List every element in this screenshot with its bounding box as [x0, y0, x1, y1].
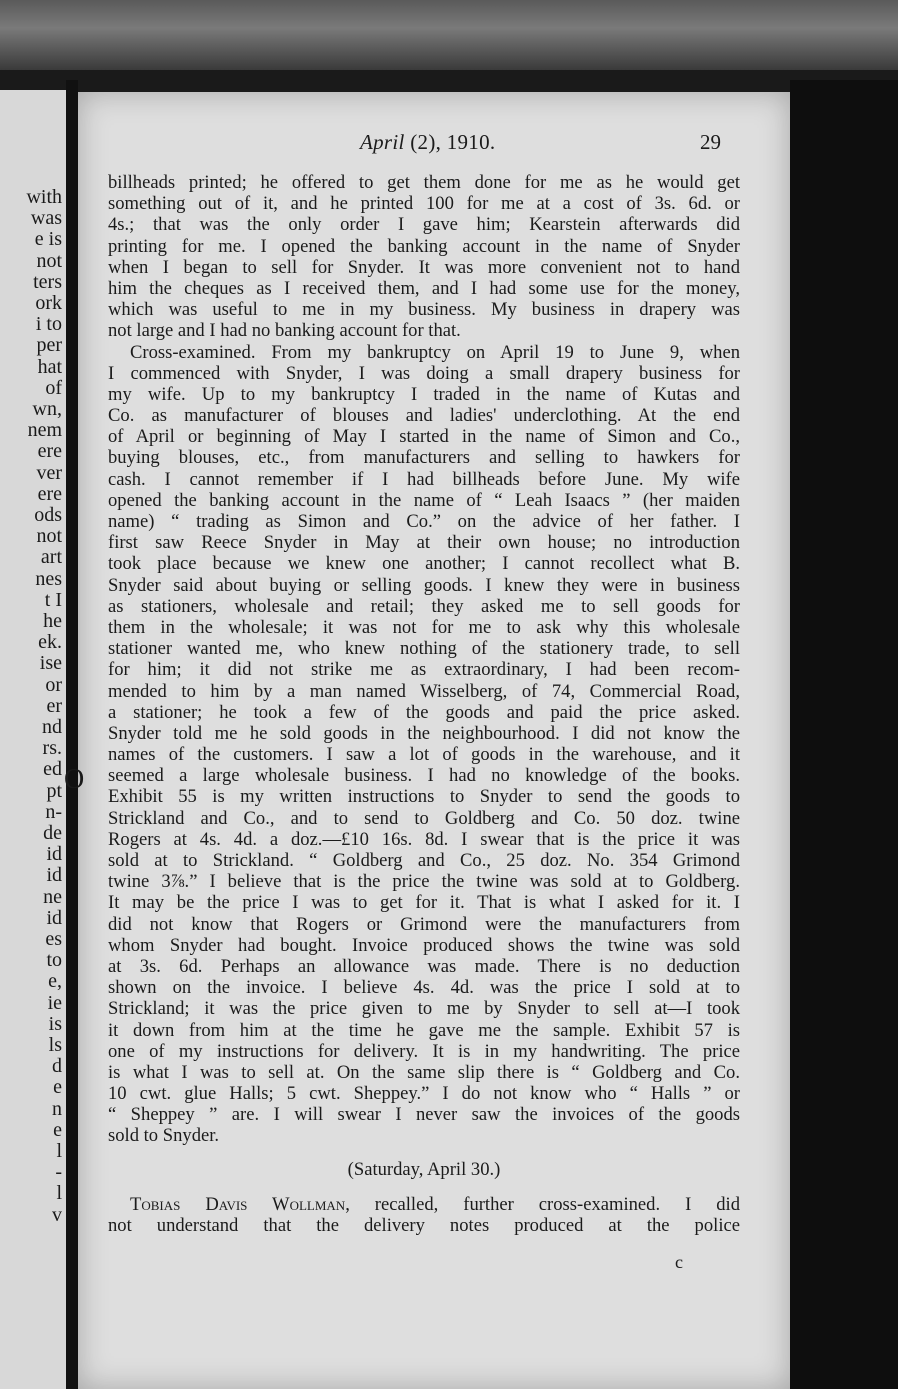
- running-head: April (2), 1910.: [360, 130, 496, 154]
- facing-page-fragment: per: [36, 334, 62, 357]
- text-line: opened the banking account in the name of “ Leah Isaacs ” (her maiden: [108, 489, 740, 511]
- text-line: stationer wanted me, who knew nothing of the stationery trade, to sell: [108, 638, 740, 660]
- facing-page-fragment: not: [36, 525, 62, 548]
- text-line: him the cheques as I received them, and I had some use for the money,: [108, 277, 740, 299]
- text-line: a stationer; he took a few of the goods and paid the price asked.: [108, 701, 740, 723]
- facing-page-fragment: rs.: [42, 737, 62, 760]
- witness-name: Tobias Davis Wollman: [130, 1193, 346, 1215]
- facing-page-fragment: es: [45, 928, 62, 950]
- facing-page-fragment: -: [55, 1161, 62, 1184]
- facing-page-fragment: e: [53, 1118, 62, 1141]
- facing-page-fragment: ere: [37, 482, 62, 505]
- text-line: cash. I cannot remember if I had billheads before June. My wife: [108, 468, 740, 490]
- text-line: whom Snyder had bought. Invoice produced shows the twine was sold: [108, 934, 740, 956]
- facing-page-fragment: ed: [43, 758, 62, 781]
- facing-page-fragment: was: [30, 207, 62, 230]
- text-line: when I began to sell for Snyder. It was more convenient not to hand: [108, 256, 740, 278]
- text-line: Strickland; it was the price given to me by Snyder to sell at—I took: [108, 998, 740, 1020]
- text-line: for him; it did not strike me as extraordinary, I had been recom-: [108, 659, 740, 681]
- facing-page-fragment: nes: [35, 567, 62, 590]
- facing-page-fragment: with: [26, 186, 62, 208]
- text-line: is what I was to sell at. On the same slip there is “ Goldberg and Co.: [108, 1061, 740, 1083]
- facing-page-fragment: i to: [35, 313, 62, 336]
- text-line: my wife. Up to my bankruptcy I traded in the name of Kutas and: [108, 383, 740, 405]
- facing-page-fragment: or: [45, 673, 62, 696]
- text-line: Strickland and Co., and to send to Goldberg and Co. 50 doz. twine: [108, 807, 740, 829]
- text-line: them in the wholesale; it was not for me to ask why this wholesale: [108, 616, 740, 638]
- facing-page-fragment: ere: [37, 440, 62, 463]
- facing-page-fragment: art: [40, 546, 62, 569]
- facing-page-fragment: wn,: [32, 398, 62, 420]
- facing-page-fragment: id: [46, 906, 62, 929]
- text-line: twine 3⅞.” I believe that is the price the twine was sold at to Goldberg.: [108, 871, 740, 893]
- facing-page-fragment: is: [48, 1012, 62, 1035]
- facing-page-fragment: ls: [48, 1034, 62, 1056]
- text-line: Cross-examined. From my bankruptcy on April 19 to June 9, when: [130, 341, 740, 363]
- text-line: printing for me. I opened the banking account in the name of Snyder: [108, 235, 740, 257]
- facing-page-fragment: nd: [42, 716, 62, 738]
- facing-page-fragment: e,: [48, 970, 62, 993]
- facing-page-fragment: ek.: [38, 631, 62, 654]
- text-line: seemed a large wholesale business. I had no knowledge of the books.: [108, 765, 740, 787]
- text-line: name) “ trading as Simon and Co.” on the advice of her father. I: [108, 511, 740, 532]
- facing-page-fragment: ise: [39, 652, 62, 675]
- facing-page-fragment: of: [45, 376, 62, 399]
- text-line: Co. as manufacturer of blouses and ladies' underclothing. At the end: [108, 405, 740, 427]
- text-line: did not know that Rogers or Grimond were the manufacturers from: [108, 913, 740, 935]
- text-line: Exhibit 55 is my written instructions to Snyder to send the goods to: [108, 786, 740, 808]
- text-line: at 3s. 6d. Perhaps an allowance was made. There is no deduction: [108, 955, 740, 977]
- page-number: 29: [700, 130, 721, 154]
- facing-page-fragment: not: [36, 249, 62, 272]
- facing-page-fragment: e is: [34, 228, 62, 251]
- date-heading: (Saturday, April 30.): [347, 1158, 501, 1180]
- facing-page-fragment: ne: [43, 885, 62, 908]
- text-line: 10 cwt. glue Halls; 5 cwt. Sheppey.” I do not know who “ Halls ” or: [108, 1083, 740, 1105]
- body-text: [108, 172, 740, 1236]
- facing-page-fragment: hat: [37, 355, 62, 378]
- text-line: Snyder said about buying or selling goods. I knew they were in business: [108, 574, 740, 596]
- facing-page-fragment: he: [43, 610, 62, 632]
- text-line: “ Sheppey ” are. I will swear I never saw the invoices of the goods: [108, 1104, 740, 1126]
- text-line: something out of it, and he printed 100 for me at a cost of 3s. 6d. or: [108, 193, 740, 215]
- facing-page-fragment: ie: [47, 991, 62, 1014]
- text-line: billheads printed; he offered to get them done for me as he would get: [108, 172, 740, 193]
- text-line: not understand that the delivery notes produced at the police: [108, 1215, 740, 1236]
- text-line: it down from him at the time he gave me the sample. Exhibit 57 is: [108, 1019, 740, 1041]
- text-line: Snyder told me he sold goods in the neighbourhood. I did not know the: [108, 722, 740, 744]
- text-line: as stationers, wholesale and retail; they asked me to sell goods for: [108, 595, 740, 617]
- text-line: sold to Snyder.: [108, 1125, 220, 1147]
- text-line: sold at to Strickland. “ Goldberg and Co., 25 doz. No. 354 Grimond: [108, 850, 740, 871]
- signature-mark: c: [675, 1252, 683, 1272]
- facing-page-fragment: id: [46, 843, 62, 866]
- document-page: [78, 92, 790, 1389]
- text-line: names of the customers. I saw a lot of goods in the warehouse, and it: [108, 744, 740, 766]
- paragraph-1: [108, 172, 740, 342]
- text-line: I commenced with Snyder, I was doing a small drapery business for: [108, 362, 740, 384]
- text-line: 4s.; that was the only order I gave him; Kearstein afterwards did: [108, 214, 740, 236]
- facing-page-fragment: l: [56, 1182, 62, 1205]
- scan-top-edge: [0, 0, 898, 70]
- facing-page-fragment: de: [43, 822, 62, 844]
- margin-mark: O: [64, 764, 85, 795]
- page-header: [78, 130, 790, 160]
- text-line: buying blouses, etc., from manufacturers and selling to hawkers for: [108, 447, 740, 469]
- facing-page-fragment: id: [46, 864, 62, 887]
- text-line: which was useful to me in my business. My business in drapery was: [108, 299, 740, 321]
- facing-page-fragment: to: [46, 949, 62, 972]
- facing-page-fragment: pt: [46, 779, 62, 802]
- facing-page-fragment: ork: [35, 292, 62, 314]
- book-gutter: [66, 80, 78, 1389]
- facing-page-fragment: n-: [45, 800, 62, 823]
- text-line: mended to him by a man named Wisselberg, of 74, Commercial Road,: [108, 680, 740, 702]
- facing-page-fragment: ods: [34, 504, 62, 526]
- paragraph-3: Tobias Davis Wollman, recalled, further cross-examined. I did not understand that the delivery notes produced at the police: [108, 1193, 740, 1236]
- facing-page-fragment: n: [52, 1097, 62, 1120]
- facing-page-fragment: l: [56, 1140, 62, 1162]
- text-line: first saw Reece Snyder in May at their own house; no introduction: [108, 532, 740, 554]
- text-line: It may be the price I was to get for it. That is what I asked for it. I: [108, 892, 740, 914]
- text-line: one of my instructions for delivery. It is in my handwriting. The price: [108, 1040, 740, 1062]
- facing-page-fragment: ters: [33, 270, 62, 293]
- facing-page-fragment: d: [52, 1055, 62, 1078]
- text-line: shown on the invoice. I believe 4s. 4d. was the price I sold at to: [108, 977, 740, 999]
- scan-right-edge: [790, 80, 898, 1389]
- facing-page-fragment: nem: [27, 419, 62, 442]
- paragraph-2: [108, 342, 740, 1147]
- facing-page-fragment: ver: [36, 461, 62, 484]
- facing-page-fragment: t I: [44, 588, 62, 611]
- facing-page-fragment: v: [52, 1203, 62, 1226]
- facing-page-fragment: e: [53, 1076, 62, 1099]
- facing-page-fragment: er: [46, 694, 62, 717]
- text-line: not large and I had no banking account for that.: [108, 320, 461, 342]
- text-line: Rogers at 4s. 4d. a doz.—£10 16s. 8d. I swear that is the price it was: [108, 828, 740, 850]
- text-line: took place because we knew one another; I cannot recollect what B.: [108, 553, 740, 575]
- text-line: of April or beginning of May I started in the name of Simon and Co.,: [108, 426, 740, 448]
- facing-page-edge: [0, 90, 66, 1389]
